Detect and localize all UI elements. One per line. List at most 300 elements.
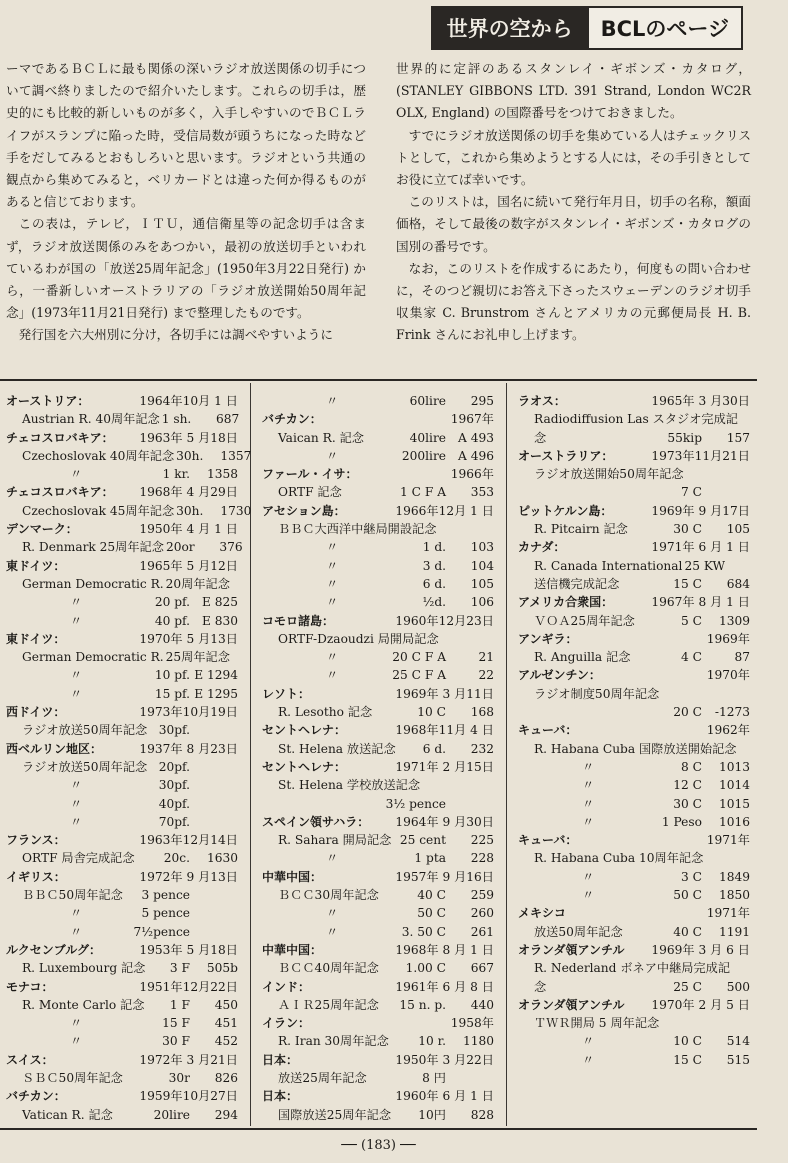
stamp-title: 〃 [326, 540, 339, 555]
catalog-number: 826 [214, 1070, 238, 1085]
stamp-list-column-1 [6, 392, 252, 1124]
country-row [518, 392, 750, 410]
stamp-title: Vaican R. 記念 [278, 430, 364, 445]
issue-date: 1961年 6 月 8 日 [395, 979, 494, 994]
issue-date: 1973年10月19日 [139, 705, 238, 720]
intro-paragraph: このリストは，国名に続いて発行年月日，切手の名称，額面価格，そして最後の数字がスタンレイ・ギボンズ・カタログの国別の番号です。 [396, 194, 751, 254]
issue-date: 1971年 [706, 906, 750, 921]
catalog-number: 225 [470, 833, 494, 848]
catalog-number: 514 [726, 1034, 750, 1049]
stamp-title: 〃 [582, 778, 595, 793]
catalog-number: 1849 [718, 869, 750, 884]
catalog-number [446, 630, 494, 648]
stamp-row [518, 557, 750, 575]
catalog-number: 450 [214, 997, 238, 1012]
stamp-title: 念 [534, 430, 547, 445]
country-name: オーストリア： [6, 394, 90, 408]
stamp-row [262, 904, 494, 922]
catalog-number: 22 [478, 668, 494, 683]
country-name: オーストラリア： [518, 448, 614, 463]
face-value: 1 sh. [161, 412, 192, 427]
stamp-row [6, 904, 238, 922]
face-value: 200lire [401, 448, 446, 463]
catalog-number: 376 [219, 540, 243, 555]
country-name: 日本： [262, 1052, 299, 1067]
issue-date: 1963年12月14日 [139, 833, 238, 848]
country-name: カナダ： [518, 540, 566, 555]
stamp-row [6, 465, 238, 483]
stamp-title: 〃 [70, 778, 83, 793]
catalog-number: 1013 [718, 759, 750, 774]
face-value: 50 C [673, 888, 702, 903]
face-value: 15 pf. [154, 686, 190, 701]
stamp-row [518, 612, 750, 630]
stamp-row [6, 1106, 238, 1124]
country-name: イギリス： [6, 869, 66, 884]
country-name: ラオス： [518, 394, 566, 408]
face-value: 30r [168, 1070, 190, 1085]
stamp-title: ＢＣＣ30周年記念 [278, 888, 379, 903]
country-row [518, 447, 750, 465]
catalog-number [190, 923, 238, 941]
country-row [518, 941, 750, 959]
country-name: バチカン： [262, 412, 322, 427]
issue-date: 1972年 9 月13日 [139, 869, 238, 884]
stamp-title: 〃 [326, 650, 339, 665]
stamp-row [518, 959, 750, 977]
stamp-row [518, 429, 750, 447]
stamp-title: German Democratic R. [22, 576, 164, 591]
face-value: 20周年記念 [165, 576, 230, 591]
country-row [6, 868, 238, 886]
catalog-number: 295 [470, 394, 494, 408]
country-name: バチカン： [6, 1089, 66, 1104]
stamp-row [262, 447, 494, 465]
country-row [6, 429, 238, 447]
stamp-row [518, 1032, 750, 1050]
stamp-title: Czechoslovak 45周年記念 [22, 503, 175, 518]
catalog-number [190, 758, 238, 776]
stamp-row [262, 648, 494, 666]
stamp-title: ラジオ放送50周年記念 [22, 759, 148, 774]
catalog-number: 667 [470, 961, 494, 976]
issue-date: 1967年 [450, 412, 494, 427]
catalog-number: 104 [470, 558, 494, 573]
stamp-title: 〃 [70, 595, 83, 610]
country-row [262, 1051, 494, 1069]
catalog-number [446, 795, 494, 813]
stamp-list-column-3 [518, 392, 750, 1069]
stamp-title: ラジオ制度50周年記念 [534, 686, 660, 701]
country-name: オランダ領アンチル [518, 997, 625, 1012]
face-value: 4 C [681, 650, 702, 665]
stamp-title: German Democratic R. [22, 650, 164, 665]
face-value: 60lire [409, 394, 446, 408]
country-row [6, 740, 238, 758]
country-name: ファール・イサ： [262, 467, 358, 482]
face-value: 25 KW [684, 558, 726, 573]
stamp-row [6, 666, 238, 684]
face-value: 25周年記念 [165, 650, 230, 665]
stamp-row [6, 410, 238, 428]
stamp-title: 〃 [326, 924, 339, 939]
country-name: アルゼンチン： [518, 668, 601, 683]
catalog-number: 157 [726, 430, 750, 445]
catalog-number [739, 740, 787, 758]
country-row [6, 1051, 238, 1069]
country-name: インド： [262, 979, 311, 994]
country-row [518, 904, 750, 922]
face-value: 5 pence [141, 906, 190, 921]
face-value: 25 C F A [392, 668, 446, 683]
stamp-title: 〃 [70, 924, 83, 939]
stamp-title [262, 795, 384, 813]
stamp-row [518, 776, 750, 794]
issue-date: 1973年11月21日 [651, 448, 750, 463]
country-name: 中華中国： [262, 942, 323, 957]
stamp-row [262, 392, 494, 410]
country-name: 日本： [262, 1089, 299, 1104]
stamp-row [262, 429, 494, 447]
stamp-row [6, 959, 238, 977]
stamp-title: Czechoslovak 40周年記念 [22, 448, 175, 463]
stamp-title: 〃 [582, 1034, 595, 1049]
catalog-number: 1850 [718, 888, 750, 903]
stamp-row [262, 593, 494, 611]
stamp-row [518, 685, 750, 703]
issue-date: 1969年 3 月11日 [395, 686, 494, 701]
catalog-number [732, 959, 780, 977]
face-value: 30pf. [158, 778, 190, 793]
stamp-row [518, 703, 750, 721]
catalog-number: 1630 [206, 851, 238, 866]
face-value: 40 pf. [154, 613, 190, 628]
stamp-title: R. Luxembourg 記念 [22, 961, 146, 976]
issue-date: 1967年 8 月 1 日 [651, 595, 750, 610]
country-row [262, 978, 494, 996]
stamp-title: Radiodiffusion Las スタジオ完成記 [534, 412, 738, 427]
catalog-number: 106 [470, 595, 494, 610]
issue-date: 1969年 9 月17日 [651, 503, 750, 518]
catalog-number [446, 1069, 494, 1087]
stamp-title: ＢＢＣ大西洋中継局開設記念 [278, 522, 437, 537]
catalog-number: 168 [470, 705, 494, 720]
issue-date: 1959年10月27日 [139, 1089, 238, 1104]
stamp-title: 〃 [582, 888, 595, 903]
catalog-number: E 1295 [194, 686, 238, 701]
face-value: 10 C [673, 1034, 702, 1049]
country-row [518, 996, 750, 1014]
stamp-title: R. Monte Carlo 記念 [22, 997, 145, 1012]
stamp-title: R. Habana Cuba 国際放送開始記念 [534, 741, 737, 756]
stamp-title: St. Helena 放送記念 [278, 741, 396, 756]
stamp-title: 〃 [70, 1016, 83, 1031]
stamp-row [262, 831, 494, 849]
country-row [6, 392, 238, 410]
issue-date: 1966年 [450, 467, 494, 482]
face-value: 10円 [418, 1107, 446, 1122]
face-value: 1 F [169, 997, 190, 1012]
face-value: 30pf. [158, 723, 190, 738]
issue-date: 1965年 3 月30日 [651, 394, 750, 408]
face-value: 8 C [681, 759, 702, 774]
face-value: 1 kr. [162, 467, 190, 482]
country-row [262, 612, 494, 630]
stamp-title: Vatican R. 記念 [22, 1107, 113, 1122]
stamp-row [518, 978, 750, 996]
issue-date: 1972年 3 月21日 [139, 1052, 238, 1067]
stamp-row [6, 776, 238, 794]
stamp-title: 〃 [582, 869, 595, 884]
stamp-title: 〃 [70, 613, 83, 628]
face-value: 8 円 [422, 1070, 446, 1085]
face-value: 55kip [667, 430, 702, 445]
stamp-title: R. Denmark 25周年記念 [22, 540, 164, 555]
face-value: 30 F [162, 1034, 190, 1049]
country-row [262, 502, 494, 520]
country-row [518, 831, 750, 849]
face-value: 40 C [417, 888, 446, 903]
catalog-number [190, 795, 238, 813]
country-name: セントヘレナ： [262, 759, 347, 774]
catalog-number: E 1294 [194, 668, 238, 683]
stamp-title: ORTF 記念 [278, 485, 342, 500]
issue-date: 1960年12月23日 [395, 613, 494, 628]
stamp-title: ＢＣＣ40周年記念 [278, 961, 379, 976]
catalog-number: 103 [470, 540, 494, 555]
catalog-number: 294 [214, 1107, 238, 1122]
face-value: 70pf. [158, 814, 190, 829]
catalog-number: 440 [470, 997, 494, 1012]
stamp-title: R. Iran 30周年記念 [278, 1034, 389, 1049]
stamp-title: 念 [534, 979, 547, 994]
issue-date: 1971年 6 月 1 日 [651, 540, 750, 555]
country-row [6, 483, 238, 501]
catalog-number: 687 [216, 412, 240, 427]
catalog-number: 1015 [718, 796, 750, 811]
stamp-title: R. Sahara 開局記念 [278, 833, 392, 848]
issue-date: 1966年12月 1 日 [395, 503, 494, 518]
catalog-number: 105 [470, 576, 494, 591]
country-name: チェコスロバキア： [6, 430, 114, 445]
country-name: コモロ諸島： [262, 613, 335, 628]
face-value: 50 C [417, 906, 446, 921]
country-row [518, 502, 750, 520]
catalog-number: 1014 [718, 778, 750, 793]
face-value: 15 F [162, 1016, 190, 1031]
country-name: キューバ： [518, 833, 578, 848]
catalog-number: 259 [470, 888, 494, 903]
catalog-number: 353 [470, 485, 494, 500]
face-value: 10 pf. [154, 668, 190, 683]
country-name: アンギラ： [518, 631, 578, 646]
catalog-number: E 830 [201, 613, 238, 628]
face-value: 1 d. [422, 540, 446, 555]
stamp-row [262, 776, 494, 794]
issue-date: 1960年 6 月 1 日 [395, 1089, 494, 1104]
catalog-number: 105 [726, 522, 750, 537]
stamp-row [518, 849, 750, 867]
face-value: 20lire [153, 1107, 190, 1122]
country-row [518, 593, 750, 611]
country-name: 西ベルリン地区： [6, 741, 103, 756]
catalog-number [705, 849, 753, 867]
country-name: フランス： [6, 833, 66, 848]
stamp-title: ラジオ放送50周年記念 [22, 723, 148, 738]
stamp-row [6, 996, 238, 1014]
stamp-row [518, 410, 750, 428]
face-value: 10 C [417, 705, 446, 720]
face-value: 7½pence [133, 924, 190, 939]
stamp-list-column-2 [262, 392, 494, 1124]
country-name: モナコ： [6, 979, 54, 994]
face-value: 25 C [673, 979, 702, 994]
issue-date: 1953年 5 月18日 [139, 942, 238, 957]
country-row [6, 1087, 238, 1105]
catalog-number: 452 [214, 1034, 238, 1049]
stamp-title: R. Nederland ボネア中継局完成記 [534, 961, 731, 976]
face-value: 15 C [673, 1052, 702, 1067]
face-value: 12 C [673, 778, 702, 793]
catalog-number [190, 813, 238, 831]
country-row [6, 703, 238, 721]
country-row [262, 813, 494, 831]
country-row [6, 520, 238, 538]
country-name: 中華中国： [262, 869, 323, 884]
country-row [6, 831, 238, 849]
stamp-row [6, 685, 238, 703]
catalog-number: 260 [470, 906, 494, 921]
stamp-title: 放送25周年記念 [278, 1070, 367, 1085]
stamp-title: 送信機完成記念 [534, 576, 620, 591]
country-name: アセション島： [262, 503, 346, 518]
stamp-title: 〃 [326, 576, 339, 591]
country-row [262, 868, 494, 886]
stamp-title: 〃 [582, 796, 595, 811]
catalog-number [740, 410, 788, 428]
face-value: 1.00 C [405, 961, 446, 976]
country-name: 東ドイツ： [6, 631, 66, 646]
stamp-title: 〃 [70, 814, 83, 829]
face-value: 20pf. [158, 759, 190, 774]
column-divider [250, 383, 251, 1126]
country-row [6, 630, 238, 648]
country-row [262, 941, 494, 959]
header-title-right: BCLのページ [589, 6, 743, 50]
stamp-row [262, 740, 494, 758]
country-row [262, 721, 494, 739]
face-value: 25 cent [399, 833, 446, 848]
issue-date: 1968年11月 4 日 [395, 723, 494, 738]
stamp-row [262, 630, 494, 648]
catalog-number [190, 721, 238, 739]
stamp-title: ラジオ放送開始50周年記念 [534, 467, 684, 482]
country-row [262, 685, 494, 703]
stamp-title: 〃 [326, 394, 339, 408]
catalog-number: 1180 [462, 1034, 494, 1049]
country-row [518, 666, 750, 684]
catalog-number: 232 [470, 741, 494, 756]
issue-date: 1957年 9 月16日 [395, 869, 494, 884]
issue-date: 1968年 4 月29日 [139, 485, 238, 500]
stamp-row [262, 1032, 494, 1050]
issue-date: 1968年 8 月 1 日 [395, 942, 494, 957]
issue-date: 1971年 2 月15日 [395, 759, 494, 774]
stamp-row [6, 923, 238, 941]
catalog-number: 1730 [220, 503, 252, 518]
catalog-number: E 825 [201, 595, 238, 610]
face-value: 20 C [673, 705, 702, 720]
catalog-number: 828 [470, 1107, 494, 1122]
country-name: メキシコ [518, 906, 566, 921]
issue-date: 1964年10月 1 日 [139, 394, 238, 408]
country-name: スペイン領サハラ： [262, 814, 370, 829]
stamp-title: 〃 [582, 814, 595, 829]
stamp-row [6, 612, 238, 630]
face-value: 15 C [673, 576, 702, 591]
stamp-row [518, 575, 750, 593]
stamp-row [518, 1051, 750, 1069]
stamp-title: 〃 [582, 1052, 595, 1067]
stamp-row [518, 795, 750, 813]
stamp-row [262, 996, 494, 1014]
country-name: 西ドイツ： [6, 705, 66, 720]
stamp-row [6, 648, 238, 666]
catalog-number: 1309 [718, 613, 750, 628]
catalog-number: 684 [726, 576, 750, 591]
face-value: 30 C [673, 522, 702, 537]
stamp-row [262, 703, 494, 721]
catalog-number: 451 [214, 1016, 238, 1031]
face-value: 40pf. [158, 796, 190, 811]
issue-date: 1958年 [450, 1016, 494, 1031]
face-value: 5 C [681, 613, 702, 628]
stamp-row [518, 758, 750, 776]
stamp-title [518, 703, 671, 721]
country-row [6, 557, 238, 575]
stamp-row [518, 483, 750, 501]
stamp-title: 〃 [326, 851, 339, 866]
catalog-number [702, 685, 750, 703]
stamp-row [262, 575, 494, 593]
stamp-row [262, 1069, 494, 1087]
country-row [262, 410, 494, 428]
intro-paragraph: ーマであるＢＣＬに最も関係の深いラジオ放送関係の切手について調べ終りましたので紹介いたします。これらの切手は，歴史的にも比較的新しいものが多く，入手しやすいのでＢＣＬライフがスランプに陥った時，受信局数が頭うちになった時など手をだしてみるとおもしろいと思います。ラジオという共通の観点から集めてみると，ベリカードとは違った何か得るものがあると信じております。 [6, 61, 366, 210]
stamp-title: 〃 [70, 796, 83, 811]
face-value: 1 pta [414, 851, 446, 866]
intro-paragraph: 発行国を六大州別に分け，各切手には調べやすいように [18, 327, 333, 343]
country-name: アメリカ合衆国： [518, 595, 614, 610]
bottom-divider [0, 1128, 757, 1130]
stamp-row [518, 648, 750, 666]
stamp-row [518, 1014, 750, 1032]
stamp-title: 〃 [70, 906, 83, 921]
catalog-number [446, 520, 494, 538]
issue-date: 1969年 3 月 6 日 [651, 942, 750, 957]
stamp-row [6, 813, 238, 831]
catalog-number [446, 776, 494, 794]
face-value: 3½ pence [385, 796, 446, 811]
catalog-number: 1016 [718, 814, 750, 829]
face-value: 40lire [409, 430, 446, 445]
stamp-title: St. Helena 学校放送記念 [278, 778, 421, 793]
stamp-title: 〃 [326, 668, 339, 683]
country-row [262, 758, 494, 776]
section-header [431, 6, 743, 50]
stamp-title: ＶＯＡ25周年記念 [534, 613, 635, 628]
catalog-number: A 496 [458, 448, 494, 463]
stamp-title: 〃 [70, 467, 83, 482]
